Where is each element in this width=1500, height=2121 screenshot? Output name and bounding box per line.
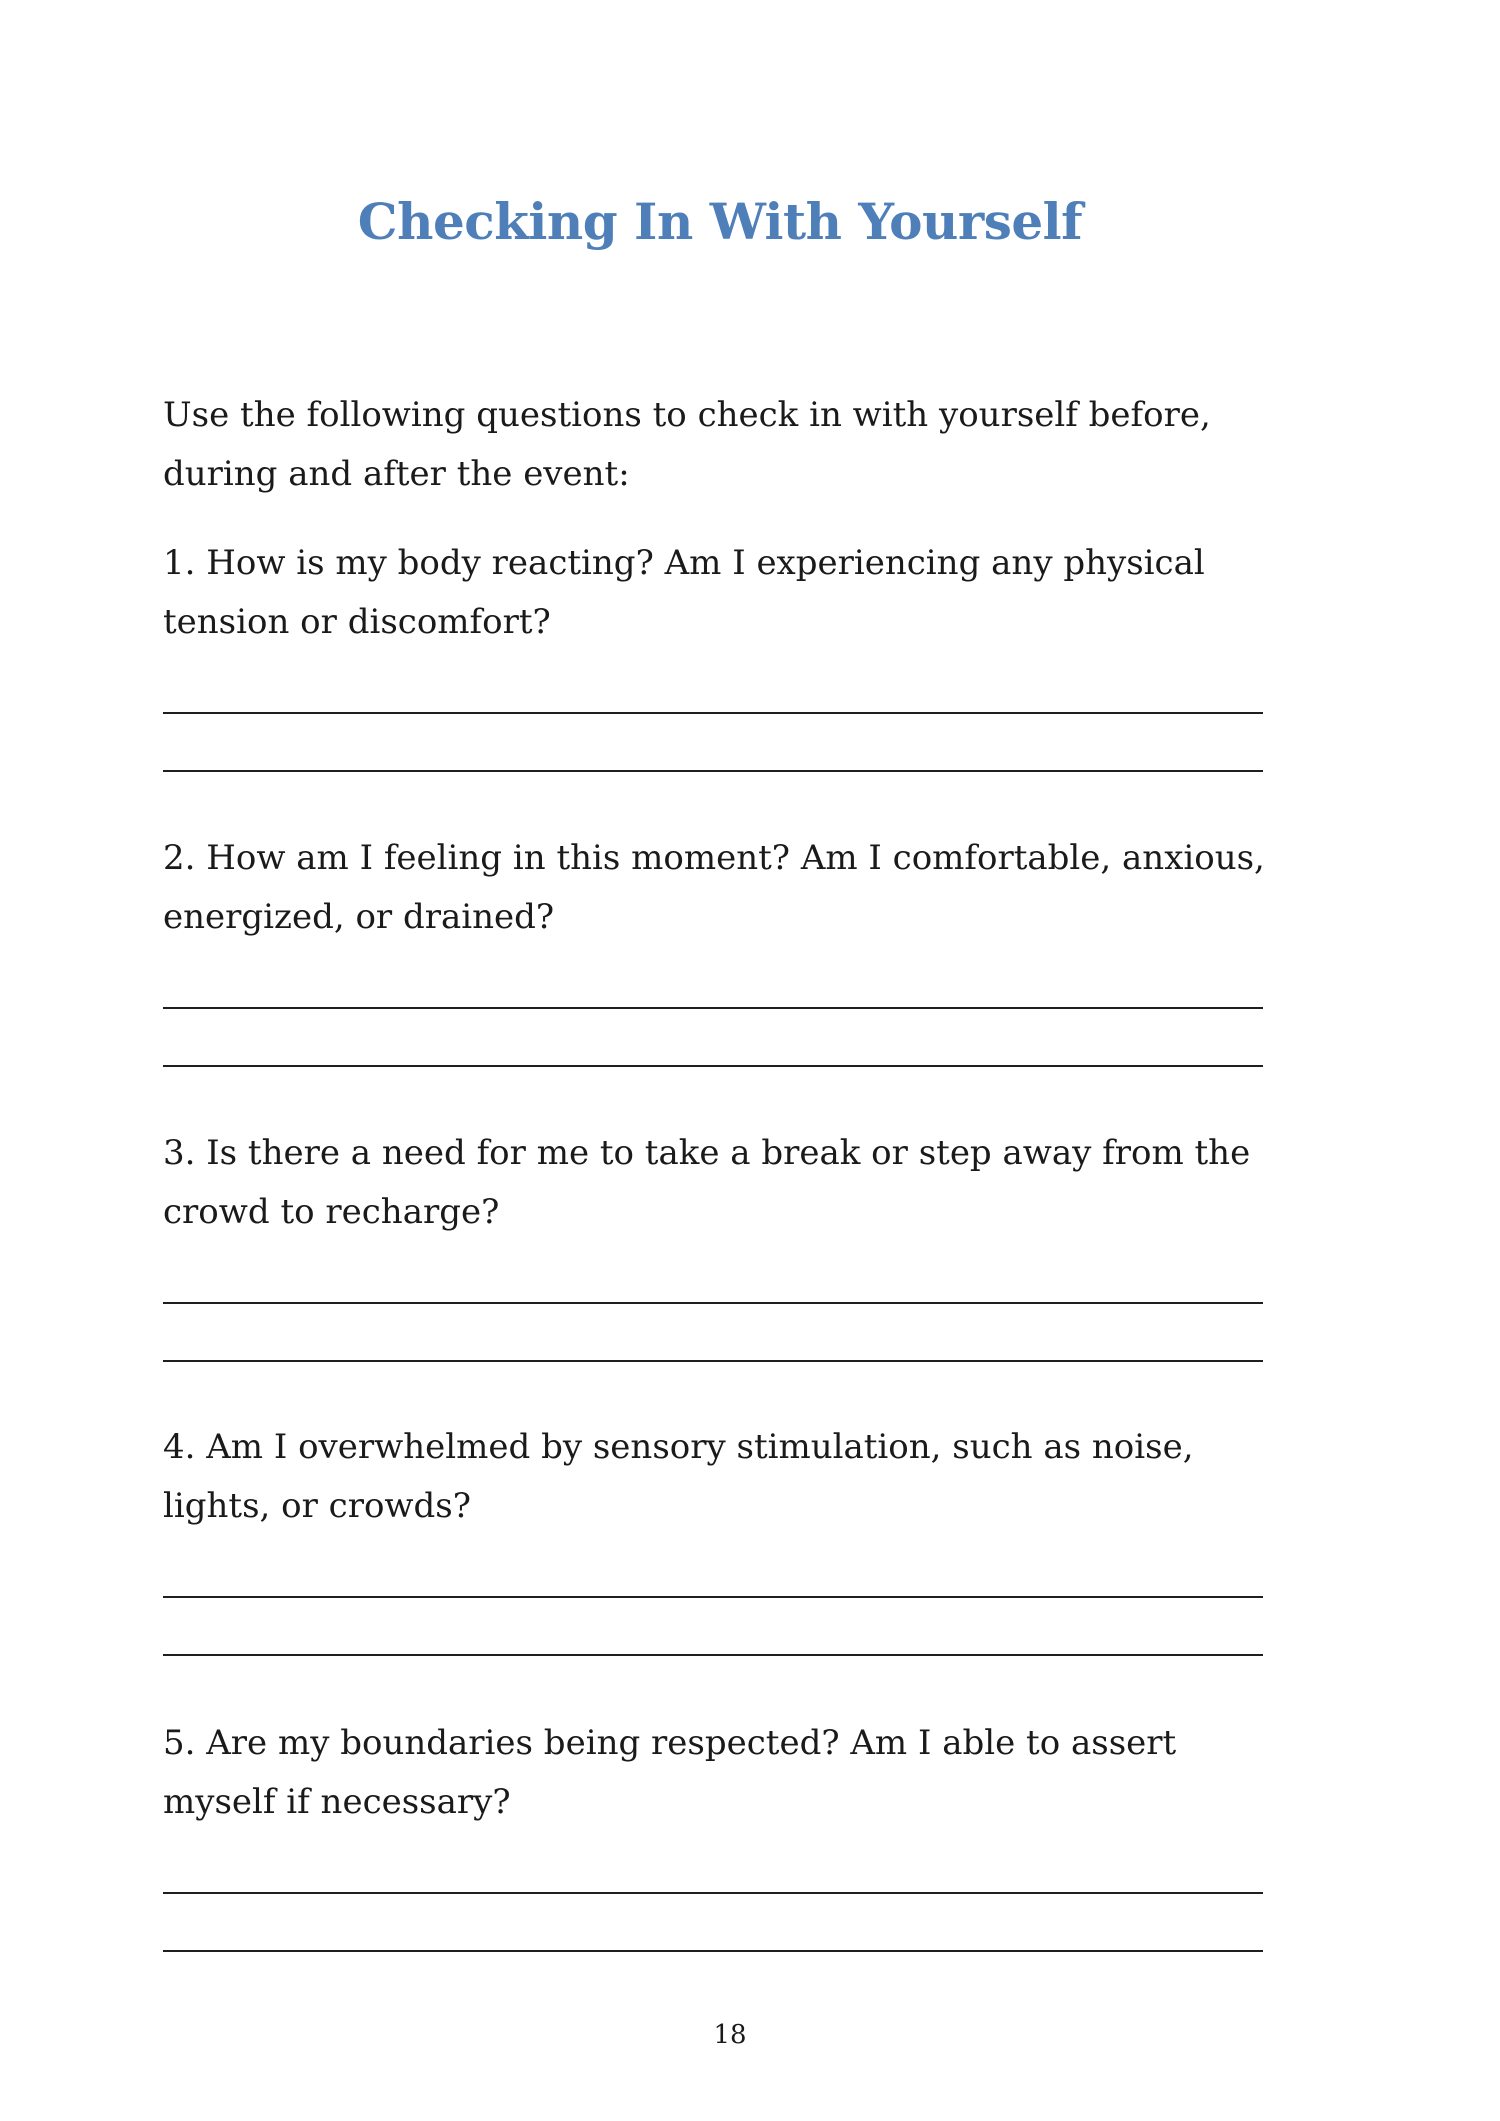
answer-line xyxy=(163,1007,1263,1009)
answer-line xyxy=(163,1950,1263,1952)
page-title: Checking In With Yourself xyxy=(357,192,1083,251)
answer-line xyxy=(163,1065,1263,1067)
intro-paragraph: Use the following questions to check in with yourself before, during and after the event: xyxy=(163,395,1211,494)
answer-line xyxy=(163,712,1263,714)
answer-line xyxy=(163,1654,1263,1656)
question-text: 1. How is my body reacting? Am I experiencing any physical tension or discomfort? xyxy=(163,543,1205,642)
answer-line xyxy=(163,1302,1263,1304)
question-3 xyxy=(163,1124,1283,1242)
answer-line xyxy=(163,1892,1263,1894)
question-4 xyxy=(163,1418,1283,1536)
question-text: 3. Is there a need for me to take a break or step away from the crowd to recharge? xyxy=(163,1133,1251,1232)
question-text: 4. Am I overwhelmed by sensory stimulation, such as noise, lights, or crowds? xyxy=(163,1427,1194,1526)
question-text: 5. Are my boundaries being respected? Am I able to assert myself if necessary? xyxy=(163,1723,1177,1822)
answer-line xyxy=(163,1360,1263,1362)
question-2 xyxy=(163,829,1283,947)
answer-line xyxy=(163,770,1263,772)
question-text: 2. How am I feeling in this moment? Am I comfortable, anxious, energized, or drained? xyxy=(163,838,1265,937)
page-number: 18 xyxy=(713,2020,747,2050)
question-5 xyxy=(163,1714,1283,1832)
question-1 xyxy=(163,534,1283,652)
answer-line xyxy=(163,1596,1263,1598)
